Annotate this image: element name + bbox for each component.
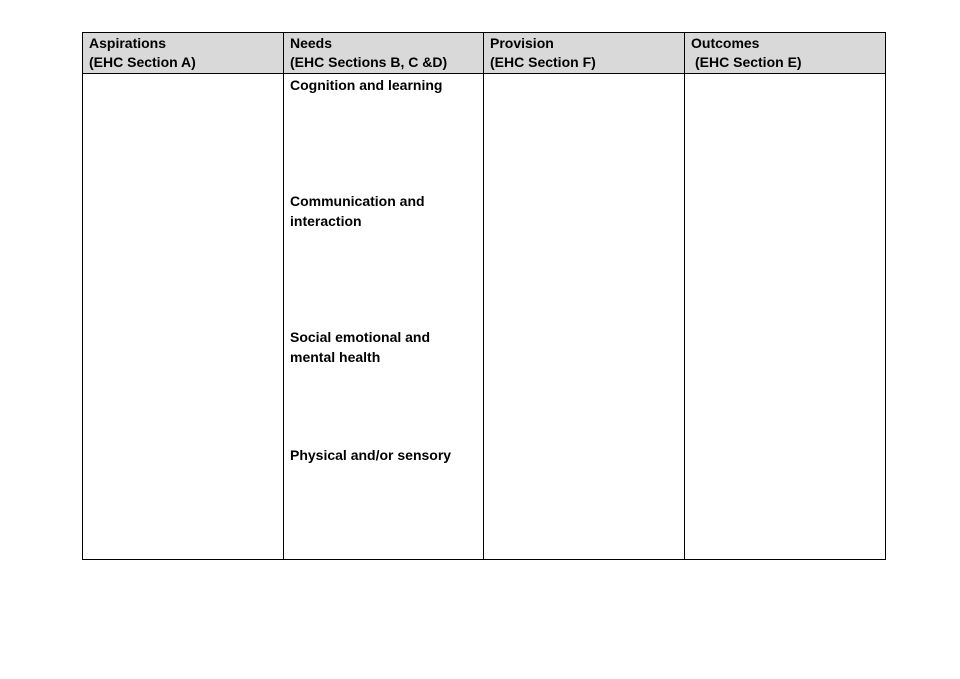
header-subtitle: (EHC Sections B, C &D) — [290, 54, 448, 70]
header-subtitle: (EHC Section F) — [490, 54, 596, 70]
header-subtitle: (EHC Section E) — [695, 54, 802, 70]
outcomes-cell[interactable] — [685, 74, 886, 560]
header-row — [83, 33, 886, 74]
need-communication-interaction: Communication and interaction — [290, 193, 425, 229]
header-outcomes — [685, 33, 886, 74]
header-needs — [284, 33, 484, 74]
header-aspirations — [83, 33, 284, 74]
needs-cell[interactable] — [284, 74, 484, 560]
header-title: Provision — [490, 35, 554, 51]
need-social-emotional-mental-health: Social emotional and mental health — [290, 329, 431, 365]
header-title: Needs — [290, 35, 333, 51]
aspirations-cell[interactable] — [83, 74, 284, 560]
header-title: Aspirations — [89, 35, 167, 51]
header-title: Outcomes — [691, 35, 760, 51]
provision-cell[interactable] — [484, 74, 685, 560]
need-physical-sensory: Physical and/or sensory — [290, 447, 452, 463]
ehc-planning-table — [82, 32, 886, 560]
need-cognition-learning: Cognition and learning — [290, 77, 443, 93]
header-provision — [484, 33, 685, 74]
body-row — [83, 74, 886, 560]
header-subtitle: (EHC Section A) — [89, 54, 196, 70]
